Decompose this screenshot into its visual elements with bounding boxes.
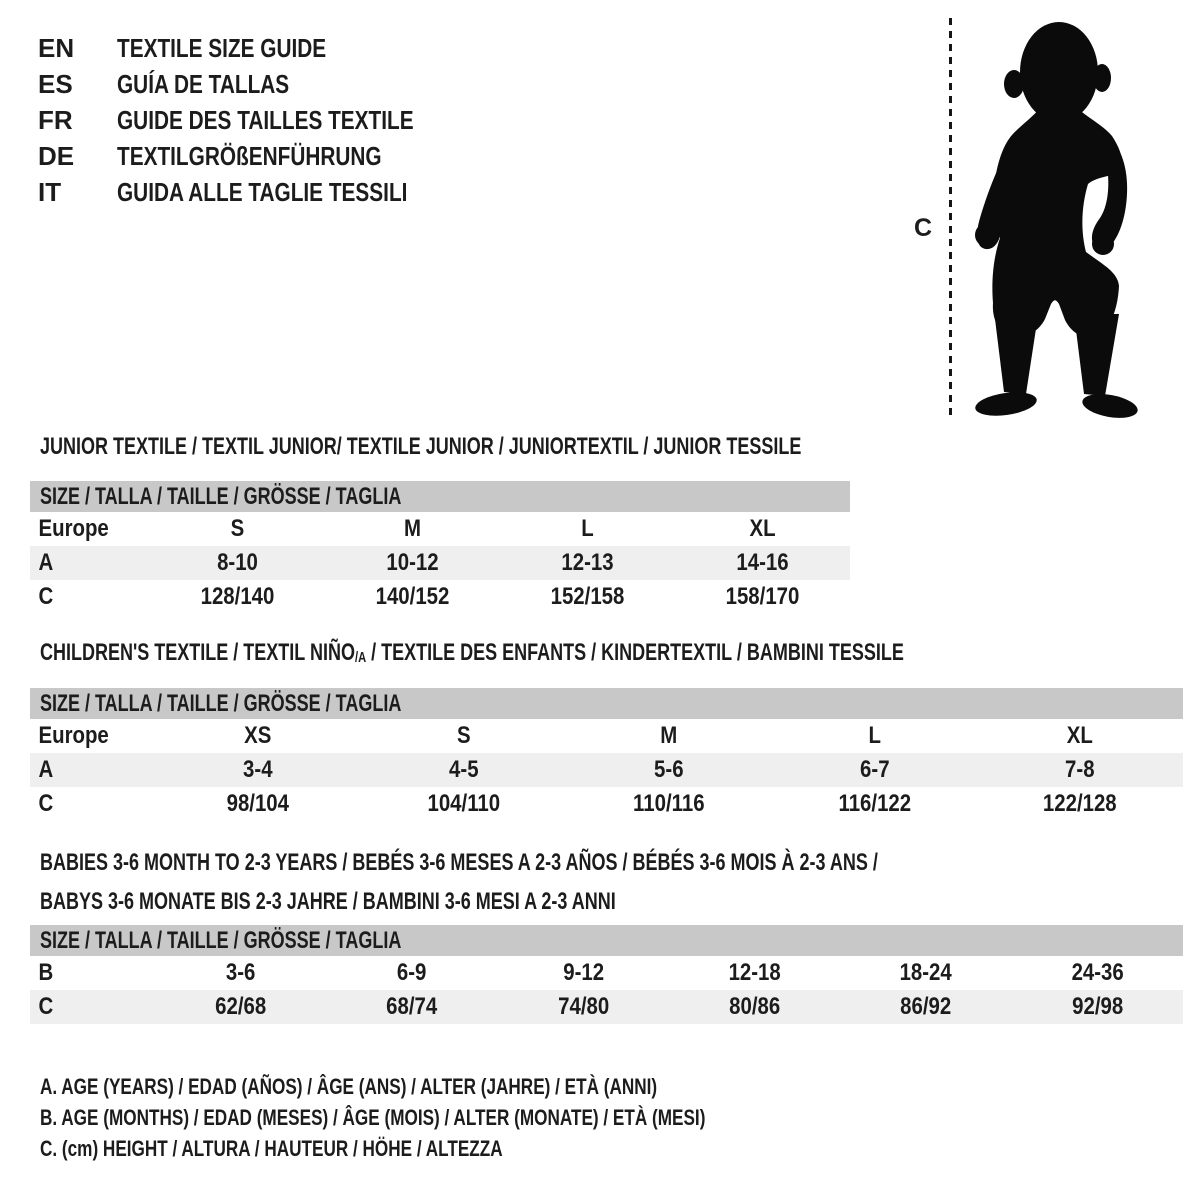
footnote-a — [40, 1071, 893, 1102]
row-label-cell: C — [38, 583, 54, 610]
language-guide-title: TEXTILE SIZE GUIDE — [117, 32, 327, 63]
language-guide-title: GUÍA DE TALLAS — [117, 68, 290, 99]
size-header-label: SIZE / TALLA / TAILLE / GRÖSSE / TAGLIA — [40, 926, 402, 954]
language-code: IT — [38, 176, 62, 207]
babies-size-table — [30, 925, 1183, 1024]
children-size-table — [30, 688, 1183, 821]
table-cell: 122/128 — [1043, 790, 1118, 817]
language-guide-title: GUIDA ALLE TAGLIE TESSILI — [117, 176, 408, 207]
children-title-text — [40, 638, 904, 673]
table-cell: 3-4 — [243, 756, 273, 783]
children-title-part1: CHILDREN'S TEXTILE / TEXTIL NIÑO — [40, 639, 355, 666]
row-label-cell: Europe — [38, 722, 109, 749]
babies-title-line2: BABYS 3-6 MONATE BIS 2-3 JAHRE / BAMBINI 3-6 MESI A 2-3 ANNI — [40, 888, 616, 915]
table-cell: 7-8 — [1065, 756, 1095, 783]
footnote-a-text: A. AGE (YEARS) / EDAD (AÑOS) / ÂGE (ANS) / ALTER (JAHRE) / ETÀ (ANNI) — [40, 1073, 658, 1099]
language-row-de — [38, 138, 488, 174]
table-cell: 12-13 — [561, 549, 614, 576]
table-cell: 62/68 — [215, 993, 267, 1020]
table-cell: 10-12 — [386, 549, 439, 576]
table-row — [30, 990, 1183, 1024]
table-cell: L — [581, 515, 594, 542]
table-cell: 4-5 — [448, 756, 479, 783]
table-row — [30, 956, 1183, 990]
table-cell: 92/98 — [1071, 993, 1123, 1020]
babies-title-line1: BABIES 3-6 MONTH TO 2-3 YEARS / BEBÉS 3-6 MESES A 2-3 AÑOS / BÉBÉS 3-6 MOIS À 2-3 ANS / — [40, 849, 878, 876]
table-cell: 158/170 — [725, 583, 800, 610]
junior-title-text: JUNIOR TEXTILE / TEXTIL JUNIOR/ TEXTILE JUNIOR / JUNIORTEXTIL / JUNIOR TESSILE — [40, 433, 802, 460]
language-guide-title: GUIDE DES TAILLES TEXTILE — [117, 104, 414, 135]
footnote-b-text: B. AGE (MONTHS) / EDAD (MESES) / ÂGE (MOIS) / ALTER (MONATE) / ETÀ (MESI) — [40, 1104, 706, 1130]
row-label-cell: Europe — [38, 515, 109, 542]
table-row — [30, 512, 850, 546]
language-row-es — [38, 66, 488, 102]
table-cell: S — [456, 722, 471, 749]
row-label-cell: B — [38, 959, 54, 986]
children-title-part2: / TEXTILE DES ENFANTS / KINDERTEXTIL / BAMBINI TESSILE — [366, 639, 904, 666]
table-row — [30, 546, 850, 580]
table-cell: 6-9 — [397, 959, 427, 986]
table-cell: 3-6 — [225, 959, 256, 986]
size-header-label: SIZE / TALLA / TAILLE / GRÖSSE / TAGLIA — [40, 689, 402, 717]
height-measure-dashed-line — [949, 18, 952, 418]
table-cell: XL — [1067, 722, 1094, 749]
table-cell: 5-6 — [654, 756, 684, 783]
table-cell: 9-12 — [562, 959, 604, 986]
children-title-sub: /A — [354, 649, 367, 666]
table-cell: 152/158 — [550, 583, 625, 610]
size-header-label: SIZE / TALLA / TAILLE / GRÖSSE / TAGLIA — [40, 482, 402, 510]
table-cell: 14-16 — [736, 549, 789, 576]
row-label-cell: A — [38, 549, 54, 576]
table-cell: M — [660, 722, 678, 749]
table-cell: 12-18 — [728, 959, 781, 986]
table-cell: 110/116 — [633, 790, 705, 817]
table-cell: XL — [749, 515, 776, 542]
language-code: DE — [38, 140, 75, 171]
size-header-bar — [30, 481, 850, 512]
table-cell: S — [230, 515, 245, 542]
language-guide-title: TEXTILGRÖßENFÜHRUNG — [117, 140, 382, 171]
footnote-b — [40, 1102, 893, 1133]
table-cell: 140/152 — [375, 583, 450, 610]
language-row-en — [38, 30, 488, 66]
table-cell: 8-10 — [217, 549, 258, 576]
size-header-bar — [30, 688, 1183, 719]
table-row — [30, 753, 1183, 787]
toddler-silhouette-icon — [962, 14, 1142, 422]
table-cell: 6-7 — [859, 756, 890, 783]
table-cell: 116/122 — [838, 790, 911, 817]
footnotes — [40, 1071, 893, 1164]
junior-section-title — [40, 432, 1055, 461]
language-code: FR — [38, 104, 73, 135]
table-cell: L — [868, 722, 881, 749]
table-cell: 80/86 — [729, 993, 781, 1020]
junior-size-table — [30, 481, 850, 614]
table-cell: 24-36 — [1071, 959, 1124, 986]
table-row — [30, 719, 1183, 753]
language-code: EN — [38, 32, 75, 63]
table-cell: XS — [244, 722, 272, 749]
row-label-cell: C — [38, 790, 54, 817]
table-row — [30, 787, 1183, 821]
language-title-list — [38, 30, 488, 210]
table-cell: 68/74 — [386, 993, 438, 1020]
children-section-title — [40, 638, 1192, 673]
table-cell: 18-24 — [899, 959, 953, 986]
footnote-c — [40, 1133, 893, 1164]
language-row-fr — [38, 102, 488, 138]
row-label-cell: C — [38, 993, 54, 1020]
footnote-c-text: C. (cm) HEIGHT / ALTURA / HAUTEUR / HÖHE / ALTEZZA — [40, 1135, 503, 1161]
table-cell: 98/104 — [226, 790, 289, 817]
size-header-bar — [30, 925, 1183, 956]
row-label-cell: A — [38, 756, 54, 783]
table-cell: 74/80 — [557, 993, 609, 1020]
language-row-it — [38, 174, 488, 210]
table-cell: M — [404, 515, 421, 542]
language-code: ES — [38, 68, 73, 99]
babies-section-title — [40, 843, 1157, 921]
height-measure-label: C — [914, 214, 933, 242]
table-cell: 128/140 — [200, 583, 275, 610]
table-cell: 104/110 — [427, 790, 500, 817]
table-cell: 86/92 — [900, 993, 952, 1020]
table-row — [30, 580, 850, 614]
